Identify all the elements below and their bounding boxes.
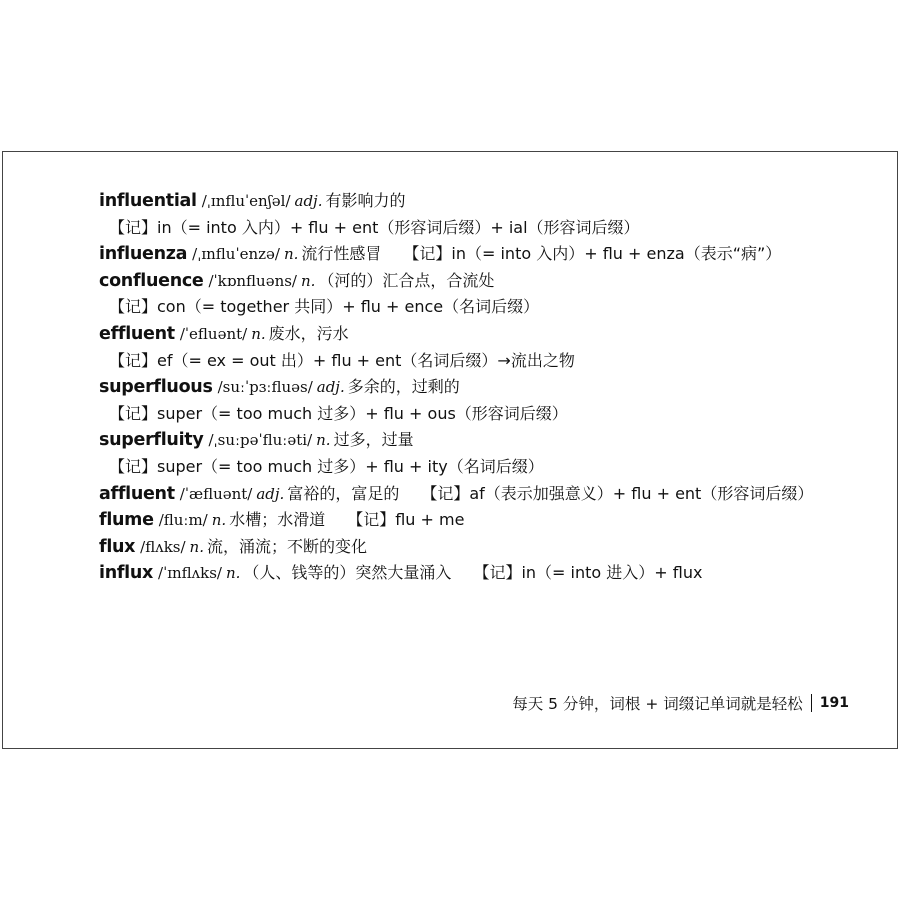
- definition: 过多，过量: [333, 430, 414, 450]
- part-of-speech: n.: [316, 431, 331, 450]
- memory-note: 【记】in（= into 入内）+ flu + enza（表示“病”）: [403, 244, 782, 264]
- phonetic: /fluːm/: [158, 511, 208, 530]
- definition: 有影响力的: [325, 191, 406, 210]
- headword: influenza: [99, 244, 188, 265]
- headword: flume: [99, 510, 154, 531]
- memory-note: 【记】af（表示加强意义）+ flu + ent（形容词后缀）: [421, 483, 814, 503]
- definition: 富裕的，富足的: [287, 483, 400, 503]
- phonetic: /ˌɪnfluˈenzə/: [192, 245, 280, 264]
- memory-note: 【记】con（= together 共同）+ flu + ence（名词后缀）: [109, 297, 540, 317]
- entry-list: [99, 188, 879, 587]
- memory-note: 【记】super（= too much 过多）+ flu + ity（名词后缀）: [109, 456, 544, 476]
- headword: superfluity: [99, 430, 204, 451]
- phonetic: /flʌks/: [140, 537, 186, 556]
- memory-line: [99, 401, 879, 428]
- headword: influx: [99, 563, 154, 584]
- phonetic: /ˌsuːpəˈfluːəti/: [208, 431, 313, 450]
- memory-line: [99, 454, 879, 481]
- headword: superfluous: [99, 377, 213, 398]
- memory-note: 【记】in（= into 入内）+ flu + ent（形容词后缀）+ ial（形容词后缀）: [109, 217, 640, 237]
- footer-slogan: 每天 5 分钟，词根 + 词缀记单词就是轻松: [512, 695, 803, 713]
- part-of-speech: n.: [300, 271, 316, 290]
- phonetic: /ˈkɒnfluəns/: [208, 271, 297, 290]
- headword: influential: [99, 191, 197, 211]
- phonetic: /ˈæfluənt/: [179, 484, 253, 503]
- memory-line: [99, 348, 879, 375]
- footer-divider: [811, 694, 812, 712]
- part-of-speech: n.: [211, 511, 227, 530]
- phonetic: /ˈɪnflʌks/: [158, 564, 222, 583]
- part-of-speech: adj.: [294, 192, 323, 210]
- memory-note: 【记】flu + me: [347, 510, 465, 530]
- definition: （河的）汇合点，合流处: [318, 270, 495, 290]
- definition: （人、钱等的）突然大量涌入: [243, 563, 452, 583]
- entry-headline: [99, 481, 879, 508]
- entry-headline: [99, 507, 879, 534]
- phonetic: /ˌɪnfluˈenʃəl/: [201, 192, 291, 210]
- page-footer: [512, 692, 849, 714]
- part-of-speech: n.: [189, 537, 204, 556]
- definition: 流，涌流；不断的变化: [206, 536, 367, 556]
- headword: effluent: [99, 323, 175, 344]
- memory-line: [99, 294, 879, 321]
- entry-headline: [99, 374, 879, 401]
- part-of-speech: n.: [283, 245, 299, 264]
- definition: 流行性感冒: [301, 244, 382, 264]
- memory-note: 【记】super（= too much 过多）+ flu + ous（形容词后缀）: [109, 403, 568, 423]
- part-of-speech: adj.: [256, 484, 285, 503]
- page-number: 191: [819, 695, 849, 711]
- headword: flux: [99, 536, 136, 557]
- memory-note: 【记】ef（= ex = out 出）+ flu + ent（名词后缀）→流出之物: [109, 350, 575, 370]
- entry-headline: [99, 268, 879, 295]
- entry-headline: [99, 560, 879, 587]
- part-of-speech: n.: [225, 564, 241, 583]
- part-of-speech: adj.: [316, 378, 345, 397]
- entry-headline: [99, 534, 879, 561]
- memory-note: 【记】in（= into 进入）+ flux: [473, 563, 703, 583]
- book-page: [2, 151, 898, 749]
- phonetic: /suːˈpɜːfluəs/: [217, 378, 313, 397]
- entry-headline: [99, 188, 879, 215]
- entry-headline: [99, 241, 879, 268]
- entry-headline: [99, 427, 879, 454]
- definition: 废水，污水: [268, 323, 349, 343]
- phonetic: /ˈefluənt/: [179, 324, 248, 343]
- part-of-speech: n.: [251, 324, 266, 343]
- entry-headline: [99, 321, 879, 348]
- memory-line: [99, 215, 879, 242]
- headword: confluence: [99, 270, 204, 291]
- definition: 多余的，过剩的: [347, 377, 460, 397]
- definition: 水槽；水滑道: [229, 510, 326, 530]
- headword: affluent: [99, 483, 175, 504]
